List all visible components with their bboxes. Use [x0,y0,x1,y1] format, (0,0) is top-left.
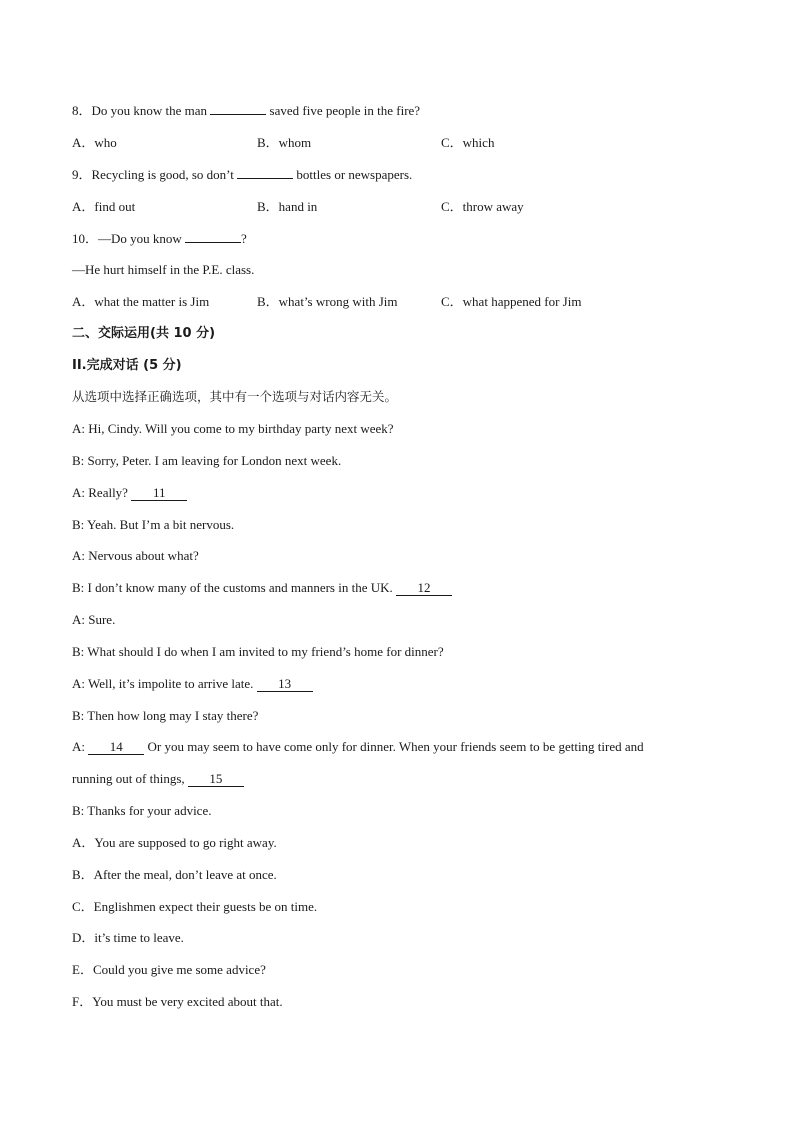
dialogue-line-text-post: Or you may seem to have come only for dinner. When your friends seem to be getting tired and [144,739,644,754]
question-10-reply: —He hurt himself in the P.E. class. [72,262,255,277]
dialogue-line-text: A: Sure. [72,612,116,627]
question-10-blank [185,242,241,243]
blank-13: 13 [257,677,313,692]
question-8-stem-post: saved five people in the fire? [266,103,421,118]
section-instruction: 从选项中选择正确选项，其中有一个选项与对话内容无关。 [72,389,398,404]
dialogue-line-text: A: [72,739,89,754]
question-8-option-b: B．whom [257,135,312,150]
dialogue-line-text: running out of things, [72,771,188,786]
choice-a: A．You are supposed to go right away. [72,835,277,850]
question-9-blank [237,178,293,179]
blank-12: 12 [396,581,452,596]
section-subtitle: II.完成对话 (5 分) [72,358,182,373]
dialogue-line-text: B: What should I do when I am invited to my friend’s home for dinner? [72,644,444,659]
question-8 [72,103,420,119]
question-10-stem-pre: 10．—Do you know [72,231,186,246]
question-9-option-c: C．throw away [441,199,524,214]
dialogue-line-text: B: Thanks for your advice. [72,803,212,818]
question-9-option-a: A．find out [72,199,136,214]
dialogue-line-10 [72,708,258,724]
choice-c: C．Englishmen expect their guests be on time. [72,899,318,914]
choice-d: D．it’s time to leave. [72,930,184,945]
question-10-stem-post: ? [241,231,247,246]
dialogue-line-5 [72,548,199,564]
question-9-stem-pre: 9．Recycling is good, so don’t [72,167,238,182]
question-8-stem-pre: 8．Do you know the man [72,103,211,118]
dialogue-line-text: A: Hi, Cindy. Will you come to my birthday party next week? [72,421,394,436]
blank-15: 15 [188,772,244,787]
question-9 [72,167,412,183]
dialogue-line-text: B: Then how long may I stay there? [72,708,259,723]
dialogue-line-7 [72,612,115,628]
dialogue-line-4 [72,517,234,533]
blank-11: 11 [131,486,187,501]
dialogue-line-text: A: Really? [72,485,132,500]
question-10-option-c: C．what happened for Jim [441,294,582,309]
dialogue-line-text: A: Well, it’s impolite to arrive late. [72,676,257,691]
question-9-option-b: B．hand in [257,199,318,214]
dialogue-line-3 [72,485,187,501]
question-10-option-a: A．what the matter is Jim [72,294,210,309]
dialogue-line-11 [72,739,644,755]
dialogue-line-2 [72,453,341,469]
dialogue-line-13 [72,803,211,819]
question-8-option-a: A．who [72,135,117,150]
dialogue-line-text: B: Sorry, Peter. I am leaving for London next week. [72,453,342,468]
question-10 [72,231,247,247]
blank-14: 14 [88,740,144,755]
choice-f: F．You must be very excited about that. [72,994,283,1009]
dialogue-line-text: B: I don’t know many of the customs and manners in the UK. [72,580,396,595]
question-10-option-b: B．what’s wrong with Jim [257,294,398,309]
question-8-option-c: C．which [441,135,495,150]
dialogue-line-9 [72,676,313,692]
question-8-blank [210,114,266,115]
dialogue-line-12 [72,771,244,787]
question-9-stem-post: bottles or newspapers. [293,167,413,182]
dialogue-line-text: A: Nervous about what? [72,548,199,563]
dialogue-line-1 [72,421,394,437]
choice-e: E．Could you give me some advice? [72,962,266,977]
dialogue-line-8 [72,644,444,660]
section-title: 二、交际运用(共 10 分) [72,326,216,341]
choice-b: B．After the meal, don’t leave at once. [72,867,277,882]
dialogue-line-text: B: Yeah. But I’m a bit nervous. [72,517,235,532]
dialogue-line-6 [72,580,452,596]
